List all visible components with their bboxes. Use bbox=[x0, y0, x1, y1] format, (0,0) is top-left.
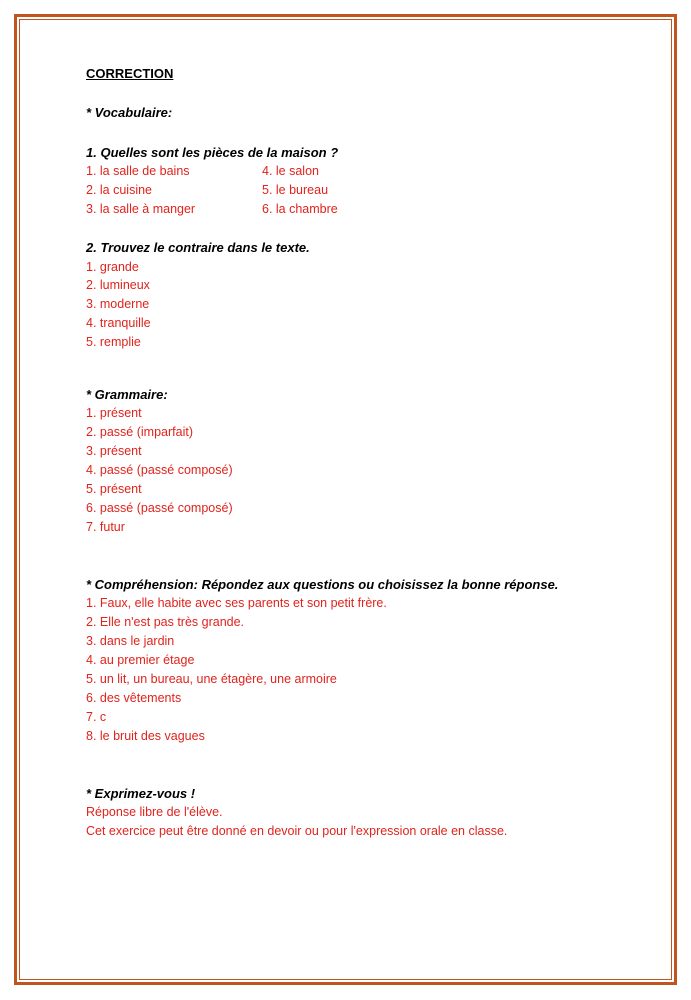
grammaire-answer: 7. futur bbox=[86, 520, 125, 534]
grammaire-answer: 4. passé (passé composé) bbox=[86, 463, 233, 477]
comprehension-answer: 4. au premier étage bbox=[86, 653, 195, 667]
grammaire-answer: 2. passé (imparfait) bbox=[86, 425, 193, 439]
grammaire-answer: 5. présent bbox=[86, 482, 142, 496]
q1-heading: 1. Quelles sont les pièces de la maison ? bbox=[86, 145, 339, 160]
exprimez-heading: * Exprimez-vous ! bbox=[86, 786, 196, 801]
q1-answer: 5. le bureau bbox=[262, 183, 329, 197]
q2-answer: 1. grande bbox=[86, 260, 139, 274]
comprehension-answer: 6. des vêtements bbox=[86, 691, 182, 705]
q2-answer: 2. lumineux bbox=[86, 278, 150, 292]
q2-answer: 3. moderne bbox=[86, 297, 150, 311]
comprehension-answer: 8. le bruit des vagues bbox=[86, 729, 205, 743]
comprehension-answer: 5. un lit, un bureau, une étagère, une armoire bbox=[86, 672, 337, 686]
q1-answer: 3. la salle à manger bbox=[86, 202, 196, 216]
comprehension-answer: 3. dans le jardin bbox=[86, 634, 175, 648]
grammaire-answer: 1. présent bbox=[86, 406, 142, 420]
exprimez-text: Cet exercice peut être donné en devoir ou pour l'expression orale en classe. bbox=[86, 824, 508, 838]
q1-answer: 4. le salon bbox=[262, 164, 319, 178]
q2-answer: 5. remplie bbox=[86, 335, 141, 349]
grammaire-answer: 6. passé (passé composé) bbox=[86, 501, 233, 515]
comprehension-answer: 2. Elle n'est pas très grande. bbox=[86, 615, 245, 629]
q1-answer: 6. la chambre bbox=[262, 202, 338, 216]
comprehension-answer: 1. Faux, elle habite avec ses parents et son petit frère. bbox=[86, 596, 387, 610]
vocabulaire-heading: * Vocabulaire: bbox=[86, 105, 173, 120]
q2-heading: 2. Trouvez le contraire dans le texte. bbox=[86, 240, 310, 255]
comprehension-answer: 7. c bbox=[86, 710, 107, 724]
exprimez-text: Réponse libre de l'élève. bbox=[86, 805, 223, 819]
page-title: CORRECTION bbox=[86, 66, 174, 81]
q1-answer: 1. la salle de bains bbox=[86, 164, 190, 178]
q2-answer: 4. tranquille bbox=[86, 316, 151, 330]
q1-answer: 2. la cuisine bbox=[86, 183, 153, 197]
comprehension-heading: * Compréhension: Répondez aux questions ou choisissez la bonne réponse. bbox=[86, 577, 559, 592]
grammaire-answer: 3. présent bbox=[86, 444, 142, 458]
grammaire-heading: * Grammaire: bbox=[86, 387, 168, 402]
